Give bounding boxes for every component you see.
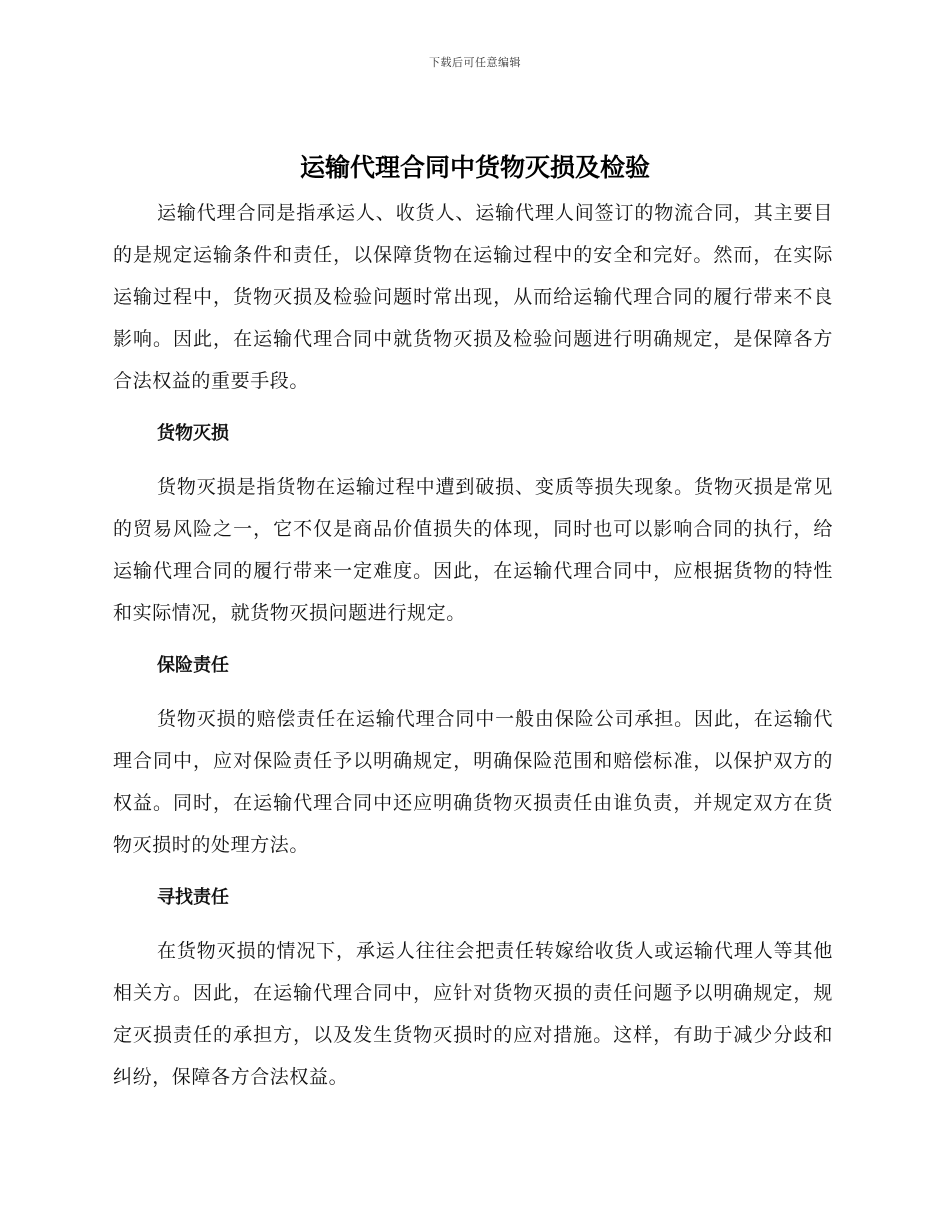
section-heading-liability: 寻找责任 <box>157 887 229 908</box>
intro-paragraph: 运输代理合同是指承运人、收货人、运输代理人间签订的物流合同，其主要目的是规定运输条件和责任，以保障货物在运输过程中的安全和完好。然而，在实际运输过程中，货物灭损及检验问题时常出现，从而给运输代理合同的履行带来不良影响。因此，在运输代理合同中就货物灭损及检验问题进行明确规定，是保障各方合法权益的重要手段。 <box>113 202 833 392</box>
document-title: 运输代理合同中货物灭损及检验 <box>299 153 650 182</box>
header-note: 下载后可任意编辑 <box>429 56 521 69</box>
section-paragraph-liability: 在货物灭损的情况下，承运人往往会把责任转嫁给收货人或运输代理人等其他相关方。因此，在运输代理合同中，应针对货物灭损的责任问题予以明确规定，规定灭损责任的承担方，以及发生货物灭损时的应对措施。这样，有助于减少分歧和纠纷，保障各方合法权益。 <box>113 940 833 1088</box>
section-heading-goods-loss: 货物灭损 <box>157 423 229 444</box>
section-paragraph-goods-loss: 货物灭损是指货物在运输过程中遭到破损、变质等损失现象。货物灭损是常见的贸易风险之一，它不仅是商品价值损失的体现，同时也可以影响合同的执行，给运输代理合同的履行带来一定难度。因此，在运输代理合同中，应根据货物的特性和实际情况，就货物灭损问题进行规定。 <box>113 476 833 624</box>
section-paragraph-insurance: 货物灭损的赔偿责任在运输代理合同中一般由保险公司承担。因此，在运输代理合同中，应对保险责任予以明确规定，明确保险范围和赔偿标准，以保护双方的权益。同时，在运输代理合同中还应明确货物灭损责任由谁负责，并规定双方在货物灭损时的处理方法。 <box>113 708 833 856</box>
section-heading-insurance: 保险责任 <box>157 655 229 676</box>
document-body <box>113 192 833 1098</box>
